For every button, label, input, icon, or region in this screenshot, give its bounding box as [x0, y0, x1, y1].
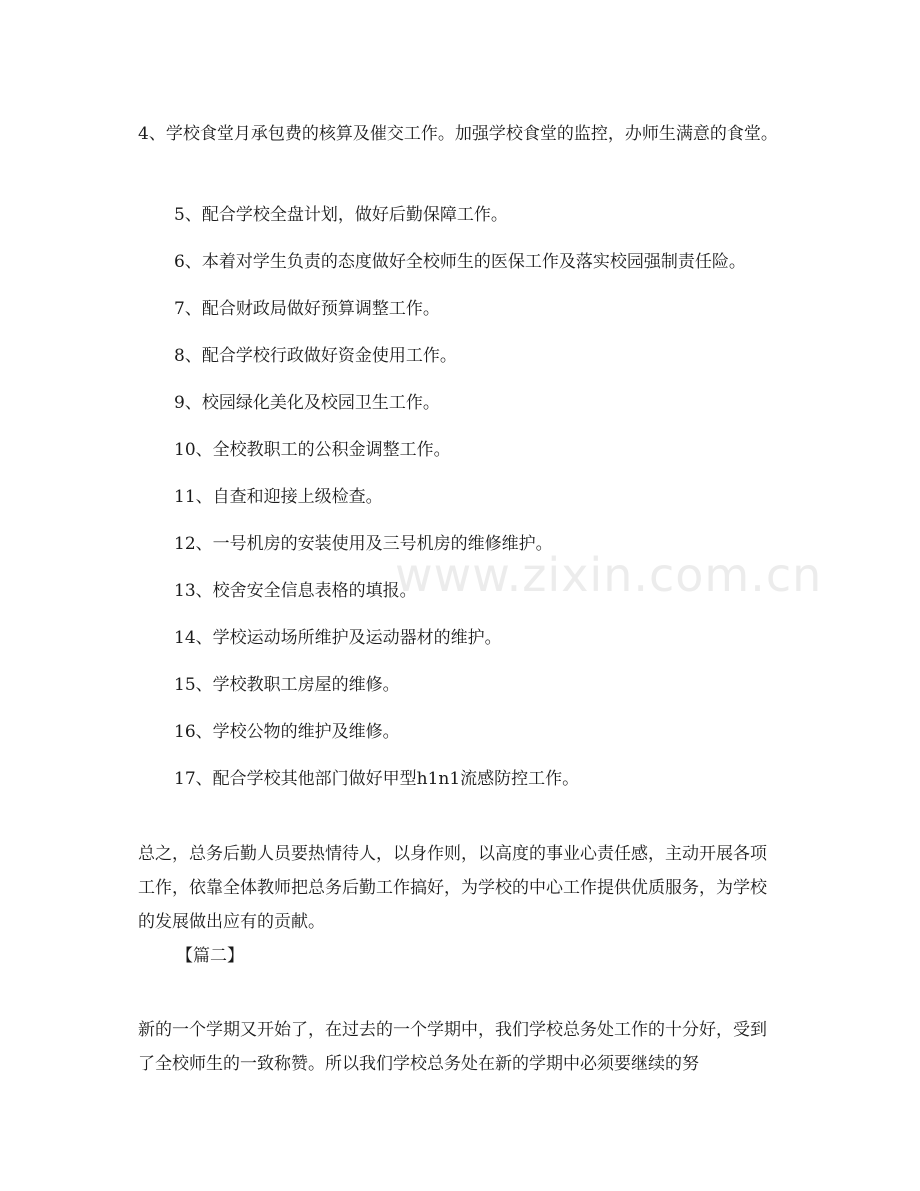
list-item: 17、配合学校其他部门做好甲型h1n1流感防控工作。 — [174, 769, 580, 789]
list-item: 12、一号机房的安装使用及三号机房的维修维护。 — [174, 534, 553, 554]
intro-paragraph: 4、学校食堂月承包费的核算及催交工作。加强学校食堂的监控，办师生满意的食堂。 — [138, 124, 778, 144]
list-item: 13、校舍安全信息表格的填报。 — [174, 581, 417, 601]
list-item: 11、自查和迎接上级检查。 — [174, 487, 383, 507]
list-item: 7、配合财政局做好预算调整工作。 — [174, 299, 440, 319]
closing-paragraph: 新的一个学期又开始了，在过去的一个学期中，我们学校总务处工作的十分好，受到了全校师生的一致称赞。所以我们学校总务处在新的学期中必须要继续的努 — [138, 1020, 767, 1074]
watermark: www.zixin.com.cn — [395, 548, 823, 602]
list-item: 6、本着对学生负责的态度做好全校师生的医保工作及落实校园强制责任险。 — [174, 252, 746, 272]
summary-paragraph: 总之，总务后勤人员要热情待人，以身作则，以高度的事业心责任感，主动开展各项工作，依靠全体教师把总务后勤工作搞好，为学校的中心工作提供优质服务，为学校的发展做出应有的贡献。 — [138, 844, 767, 932]
list-item: 16、学校公物的维护及维修。 — [174, 722, 400, 742]
list-item: 8、配合学校行政做好资金使用工作。 — [174, 346, 457, 366]
section-heading: 【篇二】 — [176, 946, 244, 966]
list-item: 5、配合学校全盘计划，做好后勤保障工作。 — [174, 205, 508, 225]
list-item: 10、全校教职工的公积金调整工作。 — [174, 440, 451, 460]
list-item: 14、学校运动场所维护及运动器材的维护。 — [174, 628, 502, 648]
list-item: 15、学校教职工房屋的维修。 — [174, 675, 400, 695]
list-item: 9、校园绿化美化及校园卫生工作。 — [174, 393, 440, 413]
